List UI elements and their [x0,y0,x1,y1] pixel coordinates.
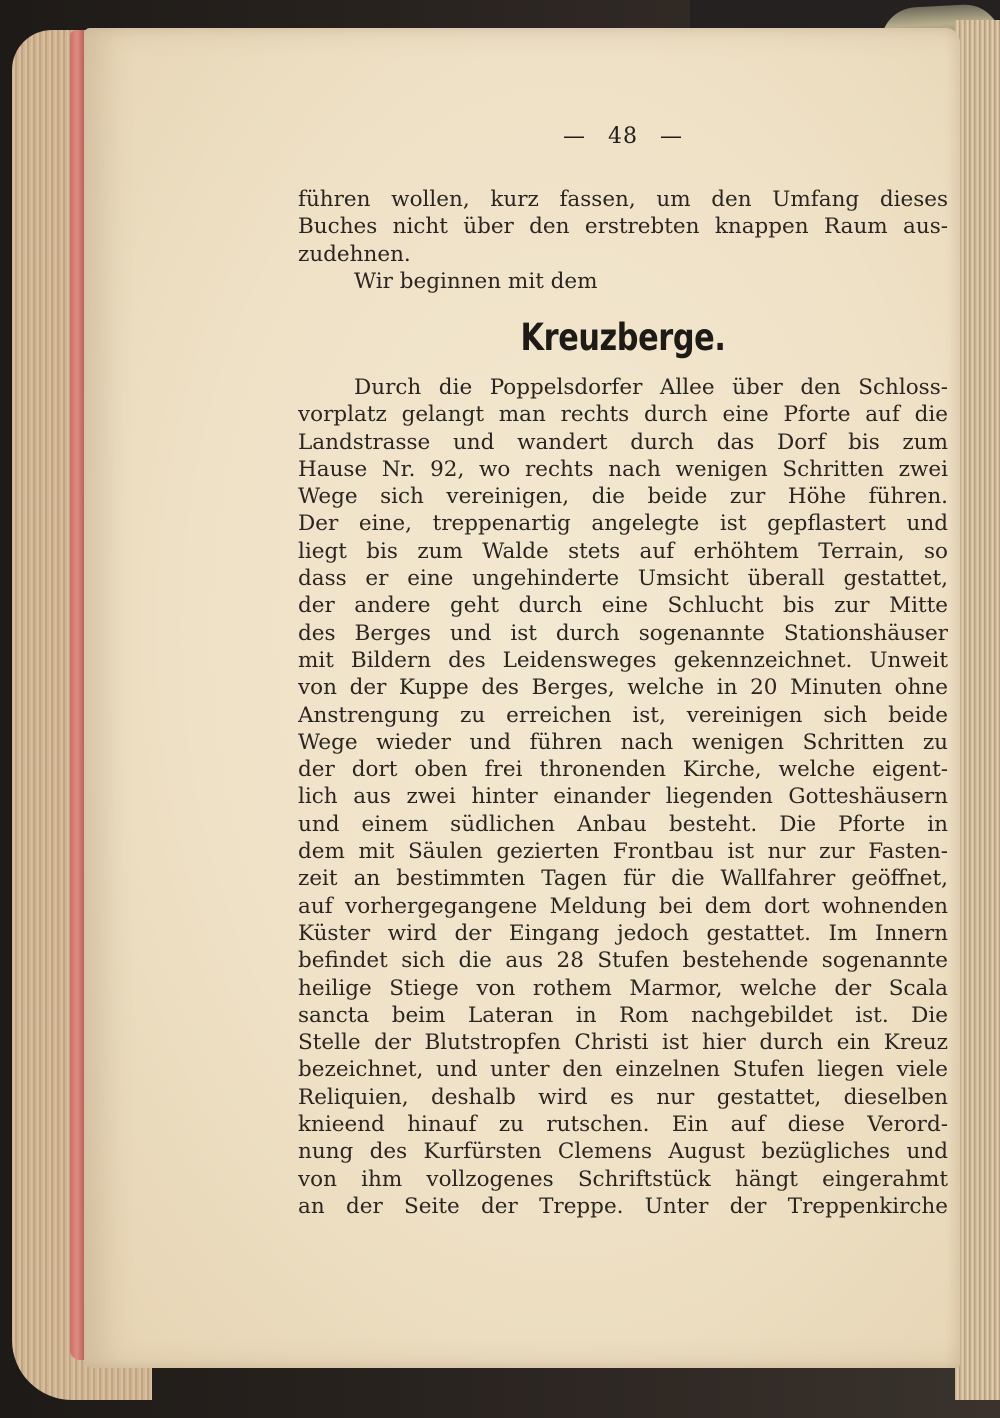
text-line: führen wollen, kurz fassen, um den Umfang dieses [298,187,948,212]
text-line: Wege wieder und führen nach wenigen Schritten zu [298,729,948,755]
page-number: 48 [608,124,638,149]
text-line: der andere geht durch eine Schlucht bis zur Mitte [298,593,948,619]
text-line: mit Bildern des Leidensweges gekennzeichnet. Unweit [298,647,948,673]
section-heading: Kreuzberge. [520,316,726,359]
facing-page-edges [955,20,1000,1400]
text-line: des Berges und ist durch sogenannte Stationshäuser [298,620,948,646]
text-line: nung des Kurfürsten Clemens August bezügliches und [298,1139,948,1165]
intro-paragraph [298,186,948,295]
page-number-dash-right: — [660,124,683,149]
text-line: befindet sich die aus 28 Stufen bestehende sogenannte [298,948,948,974]
text-line: Wege sich vereinigen, die beide zur Höhe führen. [298,484,948,510]
text-line: Landstrasse und wandert durch das Dorf bis zum [298,429,948,455]
text-line: und einem südlichen Anbau besteht. Die Pforte in [298,811,948,837]
text-line: auf vorhergegangene Meldung bei dem dort wohnenden [298,893,948,919]
text-line: Hause Nr. 92, wo rechts nach wenigen Schritten zwei [298,456,948,482]
text-line: heilige Stiege von rothem Marmor, welche der Scala [298,975,948,1001]
text-line: zeit an bestimmten Tagen für die Wallfahrer geöffnet, [298,866,948,892]
text-line: bezeichnet, und unter den einzelnen Stufen liegen viele [298,1057,948,1083]
text-line: dass er eine ungehinderte Umsicht überall gestattet, [298,566,948,592]
text-line: liegt bis zum Walde stets auf erhöhtem Terrain, so [298,538,948,564]
page-number-header [298,124,948,149]
red-page-edge [70,30,84,1360]
text-line: der dort oben frei thronenden Kirche, welche eigent- [298,757,948,783]
text-line: an der Seite der Treppe. Unter der Treppenkirche [298,1193,948,1219]
text-line: vorplatz gelangt man rechts durch eine Pforte auf die [298,402,948,428]
text-line: Durch die Poppelsdorfer Allee über den Schloss- [354,375,948,400]
text-line: von der Kuppe des Berges, welche in 20 Minuten ohne [298,675,948,701]
text-line: sancta beim Lateran in Rom nachgebildet ist. Die [298,1002,948,1028]
text-line: Stelle der Blutstropfen Christi ist hier durch ein Kreuz [298,1030,948,1056]
text-line: Wir beginnen mit dem [354,268,598,294]
text-line: knieend hinauf zu rutschen. Ein auf diese Verord- [298,1112,948,1138]
text-line: dem mit Säulen gezierten Frontbau ist nur zur Fasten- [298,839,948,865]
text-line: Buches nicht über den erstrebten knappen Raum aus- [298,214,948,240]
text-line: Küster wird der Eingang jedoch gestattet. Im Innern [298,920,948,946]
text-line: lich aus zwei hinter einander liegenden Gotteshäusern [298,784,948,810]
text-line: Der eine, treppenartig angelegte ist gepflastert und [298,511,948,537]
text-line: Anstrengung zu erreichen ist, vereinigen sich beide [298,702,948,728]
text-line: zudehnen. [298,241,411,267]
text-line: Reliquien, deshalb wird es nur gestattet, dieselben [298,1084,948,1110]
body-paragraph [298,374,948,1220]
text-line: von ihm vollzogenes Schriftstück hängt eingerahmt [298,1166,948,1192]
page-number-dash-left: — [563,124,586,149]
